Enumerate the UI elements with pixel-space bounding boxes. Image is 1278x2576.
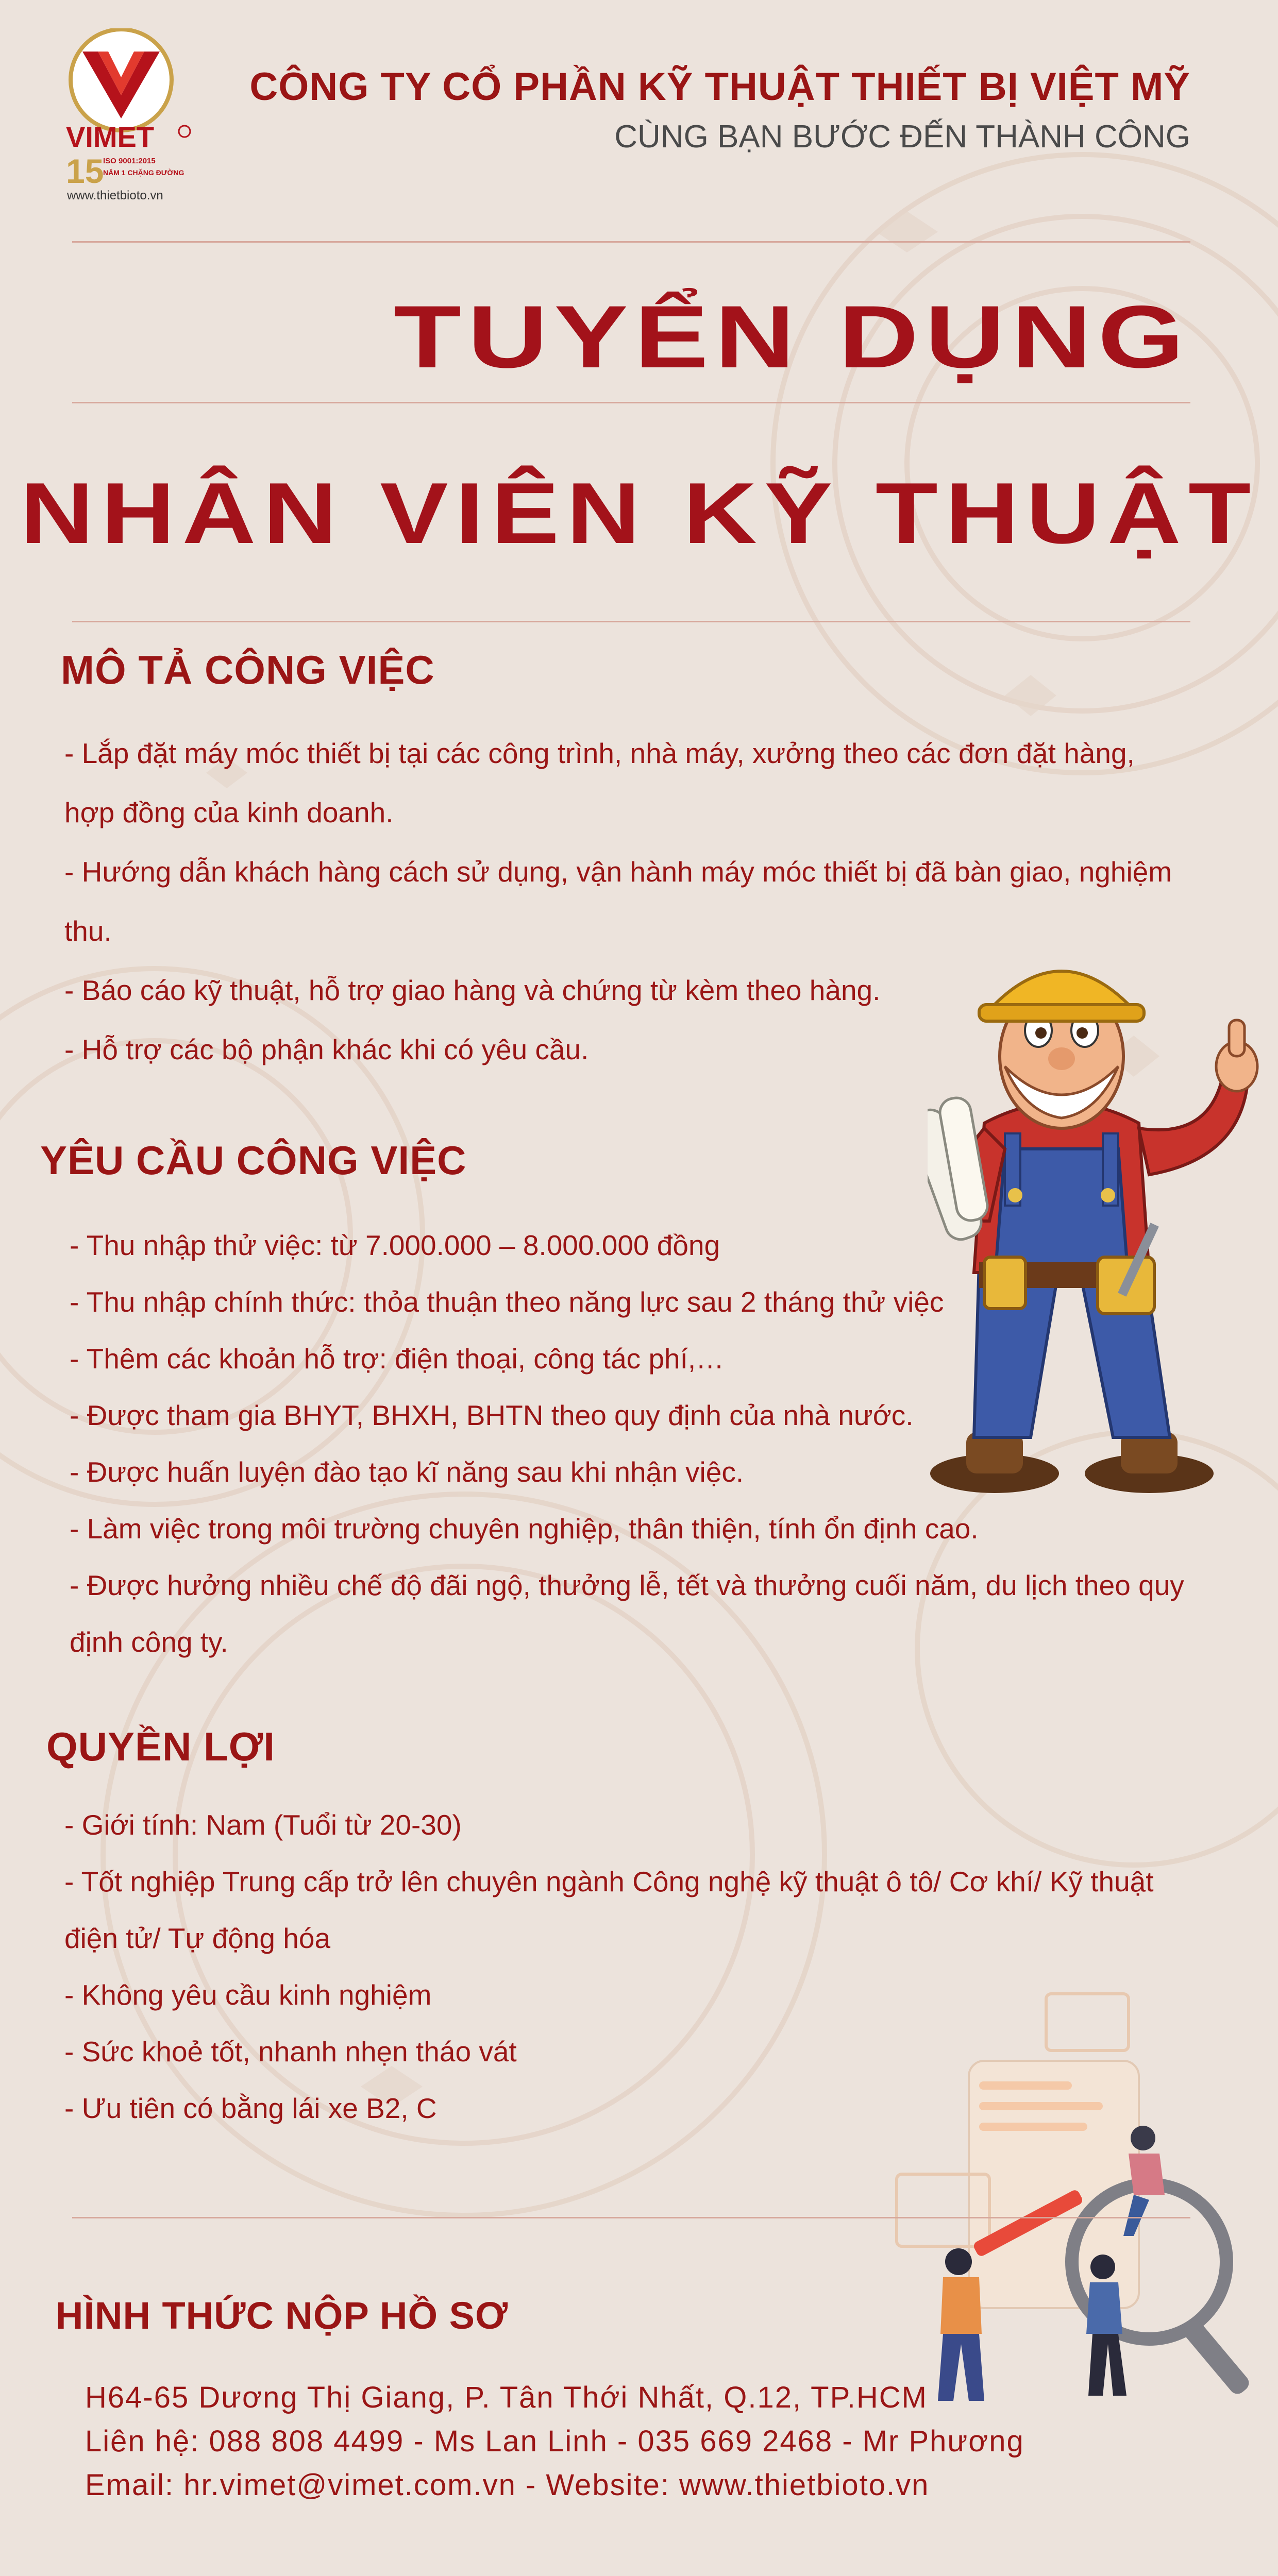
benefits-line: - Sức khoẻ tốt, nhanh nhẹn tháo vát <box>64 2036 517 2067</box>
logo-badge-number: 15 <box>66 152 104 190</box>
divider <box>72 2217 1190 2218</box>
job-requirements-line: - Được tham gia BHYT, BHXH, BHTN theo quy định của nhà nước. <box>70 1399 914 1431</box>
benefits-line: điện tử/ Tự động hóa <box>64 1922 331 1954</box>
job-description-heading: MÔ TẢ CÔNG VIỆC <box>61 647 435 692</box>
logo-text: VIMET <box>66 121 155 153</box>
job-requirements-line: - Được hưởng nhiều chế độ đãi ngộ, thưởng lễ, tết và thưởng cuối năm, du lịch theo quy <box>70 1569 1184 1601</box>
benefits-line: - Tốt nghiệp Trung cấp trở lên chuyên ngành Công nghệ kỹ thuật ô tô/ Cơ khí/ Kỹ thuật <box>64 1866 1154 1897</box>
job-description-line: - Hướng dẫn khách hàng cách sử dụng, vận hành máy móc thiết bị đã bàn giao, nghiệm <box>64 856 1172 888</box>
hiring-title: TUYỂN DỤNG <box>393 287 1190 386</box>
benefits-heading: QUYỀN LỢI <box>46 1724 275 1769</box>
worker-illustration <box>928 953 1268 1499</box>
logo-badge-iso: ISO 9001:2015 <box>103 157 156 165</box>
contact-text: Liên hệ: 088 808 4499 - Ms Lan Linh - 035 669 2468 - Mr Phương <box>85 2425 1024 2458</box>
job-requirements-line: - Được huấn luyện đào tạo kĩ năng sau khi nhận việc. <box>70 1456 744 1488</box>
job-requirements-line: định công ty. <box>70 1626 228 1658</box>
company-logo <box>62 28 196 204</box>
job-description-line: thu. <box>64 915 112 947</box>
divider <box>72 241 1190 243</box>
job-description-line: hợp đồng của kinh doanh. <box>64 796 394 828</box>
job-requirements-line: - Thu nhập chính thức: thỏa thuận theo năng lực sau 2 tháng thử việc <box>70 1286 944 1318</box>
address-text: H64-65 Dương Thị Giang, P. Tân Thới Nhất, Q.12, TP.HCM <box>85 2381 928 2414</box>
job-requirements-line: - Thêm các khoản hỗ trợ: điện thoại, công tác phí,… <box>70 1343 725 1375</box>
divider <box>72 402 1190 403</box>
job-requirements-line: - Làm việc trong môi trường chuyên nghiệp, thân thiện, tính ổn định cao. <box>70 1513 979 1545</box>
company-slogan: CÙNG BẠN BƯỚC ĐẾN THÀNH CÔNG <box>614 119 1190 155</box>
benefits-line: - Không yêu cầu kinh nghiệm <box>64 1979 432 2011</box>
position-title: NHÂN VIÊN KỸ THUẬT <box>20 465 1258 562</box>
benefits-line: - Ưu tiên có bằng lái xe B2, C <box>64 2092 437 2124</box>
logo-badge-years: NĂM 1 CHẶNG ĐƯỜNG <box>103 168 184 177</box>
benefits-line: - Giới tính: Nam (Tuổi từ 20-30) <box>64 1809 462 1841</box>
office-people-illustration <box>876 1906 1268 2421</box>
vimet-logo-icon <box>62 28 196 204</box>
logo-website: www.thietbioto.vn <box>67 189 163 202</box>
divider <box>72 621 1190 622</box>
company-name: CÔNG TY CỔ PHẦN KỸ THUẬT THIẾT BỊ VIỆT MỸ <box>249 65 1190 109</box>
application-heading: HÌNH THỨC NỘP HỒ SƠ <box>56 2294 509 2337</box>
job-requirements-line: - Thu nhập thử việc: từ 7.000.000 – 8.000.000 đồng <box>70 1229 720 1261</box>
job-description-line: - Hỗ trợ các bộ phận khác khi có yêu cầu. <box>64 1033 589 1065</box>
job-requirements-heading: YÊU CẦU CÔNG VIỆC <box>40 1138 467 1183</box>
email-website-text: Email: hr.vimet@vimet.com.vn - Website: www.thietbioto.vn <box>85 2468 930 2502</box>
job-description-line: - Lắp đặt máy móc thiết bị tại các công trình, nhà máy, xưởng theo các đơn đặt hàng, <box>64 737 1135 769</box>
job-description-line: - Báo cáo kỹ thuật, hỗ trợ giao hàng và chứng từ kèm theo hàng. <box>64 974 881 1006</box>
